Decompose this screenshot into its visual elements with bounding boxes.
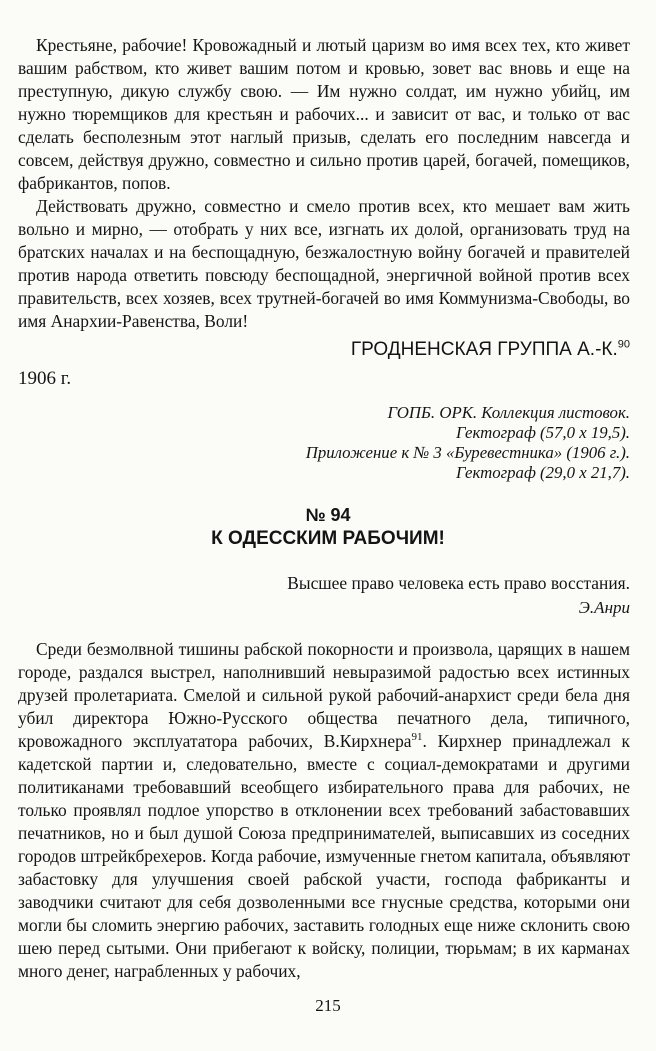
epigraph: Высшее право человека есть право восстания. [287,573,630,593]
source-line: ГОПБ. ОРК. Коллекция листовок. [387,403,630,422]
page-number: 215 [315,996,341,1015]
source-line: Приложение к № 3 «Буревестника» (1906 г.). [305,443,630,462]
leaflet-text [18,34,630,333]
body-text [18,638,630,983]
year: 1906 г. [18,368,72,389]
paragraph-1: Крестьяне, рабочие! Кровожадный и лютый царизм во имя всех тех, кто живет вашим рабством, кто живет вашим потом и кровью, зовет вас вновь и еще на преступную, дикую службу свою. — Им нужно солдат, им нужно убийц, им нужно тюремщиков для крестьян и рабочих... и зависит от вас, и только от вас сделать бесполезным этот наглый призыв, сделать его последним навсегда и совсем, действуя дружно, совместно и сильно против царей, богачей, помещиков, фабрикантов, попов. [18,35,630,193]
paragraph-body: Среди безмолвной тишины рабской покорности и произвола, царящих в нашем городе, раздался выстрел, наполнивший невыразимой радостью всех истинных друзей пролетариата. Смелой и сильной рукой рабочий-анархист среди бела дня убил директора Южно-Русского общества печатного дела, типичного, кровожадного эксплуататора рабочих, В.Кирхнера$^{91}$. Кирхнер принадлежал к кадетской партии и, следовательно, вместе с социал-демократами и другими политиканами требовавший всеобщего избирательного права для рабочих, не только проявлял подлое упорство в отклонении всех требований забастовавших печатников, но и был душой Союза предпринимателей, выписавших из соседних городов штрейкбрехеров. Когда рабочие, измученные гнетом капитала, объявляют забастовку для улучшения своей рабской участи, господа фабриканты и заводчики считают для себя дозволенными все гнусные средства, которыми они могли бы сломить энергию рабочих, заставить голодных еще ниже склонить свою шею перед сытыми. Они прибегают к войску, полиции, тюрьмам; в их карманах много денег, награбленных у рабочих, [18,639,630,981]
source-info [130,403,630,483]
source-line: Гектограф (57,0 х 19,5). [455,423,630,442]
document-number: № 94 [305,505,351,525]
signature: ГРОДНЕНСКАЯ ГРУППА А.-К.$^{90}$ [350,338,630,360]
document-title: К ОДЕССКИМ РАБОЧИМ! [211,528,445,549]
epigraph-author: Э.Анри [578,598,630,617]
footnote-90: 90 [617,338,630,351]
source-line: Гектограф (29,0 х 21,7). [455,463,630,482]
footnote-91: 91 [411,731,423,744]
paragraph-2: Действовать дружно, совместно и смело против всех, кто мешает вам жить вольно и мирно, — отобрать у них все, изгнать их долой, организовать труд на братских началах и на беспощадную, безжалостную войну богачей и правителей против народа ответить повсюду беспощадной, энергичной войной против всех правительств, всех хозяев, всех трутней-богачей во имя Коммунизма-Свободы, во имя Анархии-Равенства, Воли! [18,196,630,331]
